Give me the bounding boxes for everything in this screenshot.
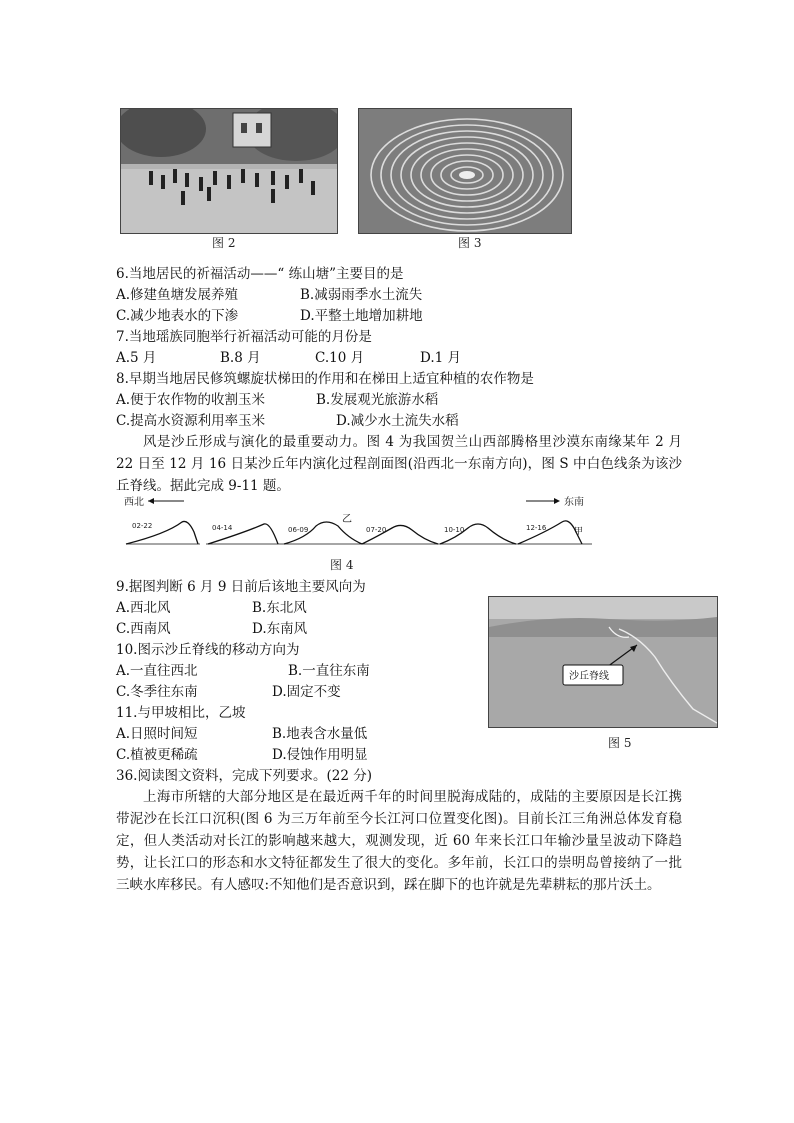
question-6-stem: 6.当地居民的祈福活动——“ 练山塘”主要目的是 [116,266,404,282]
question-8-option-d: D.减少水土流失水稻 [336,413,459,429]
question-9-stem: 9.据图判断 6 月 9 日前后该地主要风向为 [116,579,366,595]
question-10-option-a: A.一直往西北 [116,663,198,679]
question-36-paragraph: 上海市所辖的大部分地区是在最近两千年的时间里脱海成陆的，成陆的主要原因是长江携带泥沙在长江口沉积(图 6 为三万年前至今长江河口位置变化图)。目前长江三角洲总体发育稳定，但人类活动对长江的影响越来越大，观测发现，近 60 年来长江口年输沙量呈波动下降趋势，让长江口的形态和水文特征都发生了很大的变化。多年前，长江口的崇明岛曾接纳了一批三峡水库移民。有人感叹:不知他们是否意识到，踩在脚下的也许就是先辈耕耘的那片沃土。 [116,789,682,893]
figure-2-caption: 图 2 [212,236,236,250]
figure-5-image [489,597,717,727]
question-7-stem: 7.当地瑶族同胞举行祈福活动可能的月份是 [116,329,372,345]
question-10-option-c: C.冬季往东南 [116,684,198,700]
question-8-option-c: C.提高水资源利用率玉米 [116,413,266,429]
question-11-option-d: D.侵蚀作用明显 [272,747,368,763]
stage-label-1216: 12-16 [526,524,547,532]
figure-4-caption: 图 4 [330,558,354,572]
slope-mark-jia: 甲 [574,527,584,537]
question-7-option-d: D.1 月 [420,350,462,366]
question-9-option-b: B.东北风 [252,600,307,616]
question-6-option-b: B.减弱雨季水土流失 [300,287,423,303]
question-10-option-b: B.一直往东南 [288,663,370,679]
figure-5-caption: 图 5 [608,736,632,750]
stage-label-0414: 04-14 [212,524,233,532]
question-9-option-a: A.西北风 [116,600,171,616]
question-8-stem: 8.早期当地居民修筑螺旋状梯田的作用和在梯田上适宜种植的农作物是 [116,371,534,387]
figure-3-caption: 图 3 [458,236,482,250]
stage-label-0720: 07-20 [366,526,387,534]
question-11-stem: 11.与甲坡相比，乙坡 [116,705,246,721]
question-7-option-c: C.10 月 [315,350,365,366]
arrow-northwest-icon [148,498,154,504]
question-9-option-c: C.西南风 [116,621,171,637]
figure-2-photo [120,108,338,234]
question-6-option-d: D.平整土地增加耕地 [300,308,423,324]
question-9-option-d: D.东南风 [252,621,308,637]
question-8-option-b: B.发展观光旅游水稻 [316,392,439,408]
question-10-stem: 10.图示沙丘脊线的移动方向为 [116,642,300,658]
direction-label-southeast: 东南 [564,497,584,508]
stage-label-0609: 06-09 [288,526,309,534]
intro-9-11: 风是沙丘形成与演化的最重要动力。图 4 为我国贺兰山西部腾格里沙漠东南缘某年 2 月 22 日至 12 月 16 日某沙丘年内演化过程剖面图(沿西北一东南方向)，图 S 中白色线条为该沙丘脊线。据此完成 9-11 题。 [116,434,682,494]
question-11-option-b: B.地表含水量低 [272,726,368,742]
figure-4-diagram [116,492,612,552]
question-8-option-a: A.便于农作物的收割玉米 [116,392,266,408]
question-6-option-c: C.减少地表水的下渗 [116,308,239,324]
arrow-southeast-icon [554,498,560,504]
question-7-option-a: A.5 月 [116,350,157,366]
figure-3-photo [358,108,572,234]
figure-3-image [359,109,571,233]
question-36-stem: 36.阅读图文资料，完成下列要求。(22 分) [116,768,372,784]
stage-label-1010: 10-10 [444,526,465,534]
question-11-option-a: A.日照时间短 [116,726,198,742]
question-11-option-c: C.植被更稀疏 [116,747,198,763]
slope-mark-yi: 乙 [342,514,352,525]
stage-label-0222: 02-22 [132,522,153,530]
figure-2-image [121,109,337,233]
question-10-option-d: D.固定不变 [272,684,341,700]
direction-label-northwest: 西北 [124,497,144,508]
dune-ridge-label: 沙丘脊线 [569,671,609,682]
figure-5-photo [488,596,718,728]
question-6-option-a: A.修建鱼塘发展养殖 [116,287,239,303]
question-7-option-b: B.8 月 [220,350,261,366]
